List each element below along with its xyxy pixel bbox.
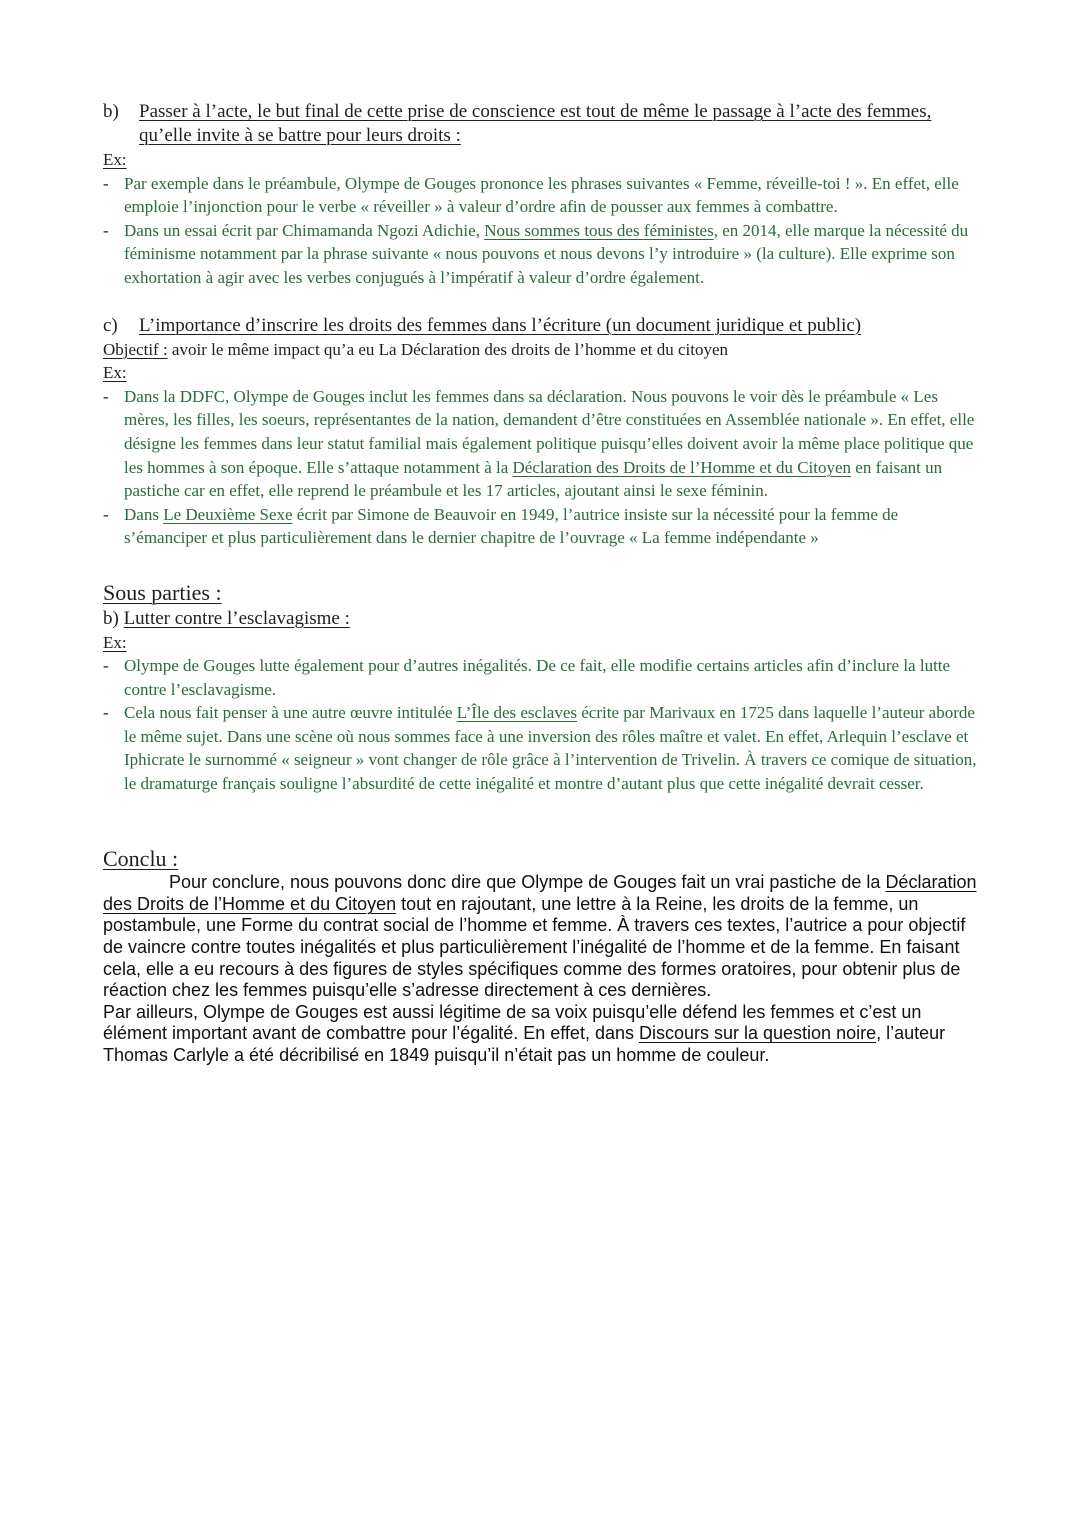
objectif-text: avoir le même impact qu’a eu La Déclaration des droits de l’homme et du citoyen [167, 339, 728, 359]
section-b-bullet-1-text: Par exemple dans le préambule, Olympe de Gouges prononce les phrases suivantes « Femme, réveille-toi ! ». En effet, elle emploie l’injonction pour le verbe « réveiller » à valeur d’ordre afin de pousser aux femmes à combattre. [124, 173, 959, 217]
sous-parties-bullet-2 [103, 701, 983, 795]
conclusion-p1-rest: tout en rajoutant, une lettre à la Reine, les droits de la femme, un postambule, une Forme du contrat social de l’homme et femme. À travers ces textes, l’autrice a pour objectif de vaincre contre toutes inégalités et plus particulièrement l’inégalité de l’homme et de la femme. En faisant cela, elle a eu recours à des figures de styles spécifiques comme des formes oratoires, pour obtenir plus de réaction chez les femmes puisqu’elle s’adresse directement à ces dernières. [103, 893, 966, 1001]
section-b-ex-label: Ex: [103, 150, 127, 169]
section-c-marker: c) [103, 314, 118, 336]
conclusion-body [103, 872, 983, 1066]
section-c-bullets [103, 385, 983, 550]
sous-parties-marker: b) [103, 607, 119, 629]
sous-parties-bullet-1 [103, 654, 983, 701]
work-title-deuxieme-sexe: Le Deuxième Sexe [163, 504, 293, 524]
sous-parties-bullets [103, 654, 983, 796]
section-b-bullet-2-text: Dans un essai écrit par Chimamanda Ngozi Adichie, [124, 220, 485, 240]
work-title-ile-des-esclaves: L’Île des esclaves [456, 703, 578, 723]
section-c-bullet-2-text: Dans [124, 504, 164, 524]
sous-parties-bullet-2-text: Cela nous fait penser à une autre œuvre intitulée [124, 703, 457, 723]
section-c-objectif [103, 338, 983, 362]
section-b-bullet-1 [103, 172, 983, 219]
conclusion-p2-rest: , l’auteur Thomas Carlyle a été décribilisé en 1849 puisqu’il n’était pas un homme de couleur. [103, 1023, 946, 1065]
sous-parties-ex-label: Ex: [103, 632, 127, 652]
section-b-marker: b) [103, 101, 119, 122]
sous-parties-bullet-2-rest: écrite par Marivaux en 1725 dans laquelle l’auteur aborde le même sujet. Dans une scène où nous sommes face à une inversion des rôles maître et valet. En effet, Arlequin l’esclave et Iphicrate le surnommé « seigneur » vont changer de rôle grâce à l’intervention de Trivelin. À travers ce comique de situation, le dramaturge français souligne l’absurdité de cette inégalité et montre d’autant plus que cette inégalité devrait cesser. [124, 703, 977, 794]
section-b-title: Passer à l’acte, le but final de cette prise de conscience est tout de même le passage à l’acte des femmes, qu’elle invite à se battre pour leurs droits : [139, 101, 932, 146]
section-c-ex-label: Ex: [103, 363, 127, 383]
section-b-heading [103, 100, 983, 148]
work-title-discours: Discours sur la question noire [638, 1023, 877, 1044]
sous-parties-heading [103, 607, 983, 631]
work-title-feministes: Nous sommes tous des féministes [484, 220, 714, 240]
section-c-bullet-1-rest: en faisant un pastiche car en effet, elle reprend le préambule et les 17 articles, ajoutant ainsi le sexe féminin. [124, 457, 943, 501]
conclusion-title: Conclu : [103, 845, 179, 871]
section-c-bullet-1-text: Dans la DDFC, Olympe de Gouges inclut les femmes dans sa déclaration. Nous pouvons le voir dès le préambule « Les mères, les filles, les soeurs, représentantes de la nation, demandent d’être constituées en Assemblée nationale ». En effet, elle désigne les femmes dans leur statut familial mais également politique puisqu’elles doivent avoir la même place politique que les hommes à son époque. Elle s’attaque notamment à la [124, 386, 975, 477]
objectif-label: Objectif : [103, 339, 168, 359]
work-title-ddhc-conclusion: Déclaration des Droits de l’Homme et du Citoyen [103, 872, 977, 914]
section-b-bullet-2 [103, 219, 983, 290]
section-b-bullets [103, 172, 983, 290]
conclusion-p1-text: Pour conclure, nous pouvons donc dire que Olympe de Gouges fait un vrai pastiche de la [169, 872, 886, 893]
section-c-bullet-2-rest: écrit par Simone de Beauvoir en 1949, l’autrice insiste sur la nécessité pour la femme de s’émanciper et plus particulièrement dans le dernier chapitre de l’ouvrage « La femme indépendante » [124, 504, 899, 548]
conclusion-paragraph-2 [103, 1002, 983, 1067]
conclusion-p2-text: Par ailleurs, Olympe de Gouges est aussi légitime de sa voix puisqu’elle défend les femmes et c’est un élément important avant de combattre pour l’égalité. En effet, dans [103, 1001, 922, 1044]
work-title-ddhc: Déclaration des Droits de l’Homme et du Citoyen [512, 457, 852, 477]
section-c-bullet-1 [103, 385, 983, 503]
section-c-heading [103, 314, 983, 338]
sous-parties-subtitle: Lutter contre l’esclavagisme : [123, 607, 350, 629]
document-page [103, 100, 983, 1067]
conclusion-paragraph-1 [103, 872, 983, 1002]
section-c-title: L’importance d’inscrire les droits des femmes dans l’écriture (un document juridique et public) [139, 314, 862, 336]
sous-parties-title: Sous parties : [103, 579, 222, 605]
section-c-bullet-2 [103, 503, 983, 550]
section-b-bullet-2-rest: , en 2014, elle marque la nécessité du féminisme notamment par la phrase suivante « nous pouvons et nous devons l’y introduire » (la culture). Elle exprime son exhortation à agir avec les verbes conjugués à l’impératif à valeur d’ordre également. [124, 220, 969, 287]
sous-parties-bullet-1-text: Olympe de Gouges lutte également pour d’autres inégalités. De ce fait, elle modifie certains articles afin d’inclure la lutte contre l’esclavagisme. [124, 656, 951, 699]
